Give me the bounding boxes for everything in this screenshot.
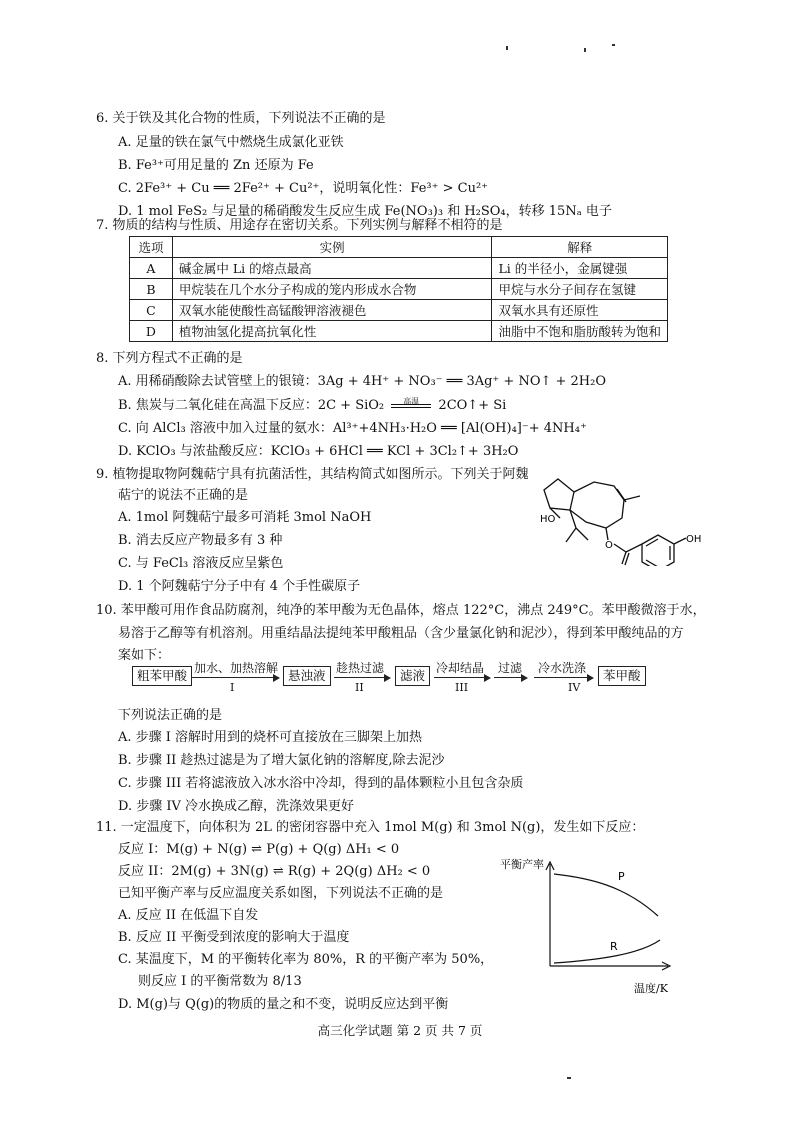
aryl-bond xyxy=(626,544,642,552)
phenol-oh-bond xyxy=(674,538,686,544)
table-header-row xyxy=(130,237,668,258)
ester-oxygen-label: O xyxy=(605,540,613,551)
flow-arrow xyxy=(434,677,489,678)
q11-reaction-2: 反应 II：2M(g) + 3N(g) ⇌ R(g) + 2Q(g) ΔH₂ < 0 xyxy=(118,864,431,879)
table-cell: 甲烷装在几个水分子构成的笼内形成水合物 xyxy=(172,279,492,300)
q8-option-b xyxy=(118,397,506,414)
q11-option-b: B. 反应 II 平衡受到浓度的影响大于温度 xyxy=(118,930,350,945)
table-header-cell: 选项 xyxy=(130,237,173,258)
q9-option-c: C. 与 FeCl₃ 溶液反应呈紫色 xyxy=(118,556,284,571)
page-footer: 高三化学试题 第 2 页 共 7 页 xyxy=(317,1023,483,1038)
q10-option-d: D. 步骤 IV 冷水换成乙醇，洗涤效果更好 xyxy=(118,799,355,814)
q10-option-a: A. 步骤 I 溶解时用到的烧杯可直接放在三脚架上加热 xyxy=(118,730,423,745)
cycloheptene-ring xyxy=(570,482,624,528)
q11-reaction-1: 反应 I：M(g) + N(g) ⇌ P(g) + Q(g) ΔH₁ < 0 xyxy=(118,842,400,857)
high-temp-condition-arrow xyxy=(388,397,434,414)
flow-box-suspension: 悬浊液 xyxy=(283,666,331,686)
q7-stem: 7. 物质的结构与性质、用途存在密切关系。下列实例与解释不相符的是 xyxy=(96,218,503,233)
flow-step4-number: IV xyxy=(568,681,581,694)
y-axis-label: 平衡产率 xyxy=(500,858,544,871)
q9-option-d: D. 1 个阿魏萜宁分子中有 4 个手性碳原子 xyxy=(118,579,361,594)
ester-bond xyxy=(614,544,626,552)
methyl-bond xyxy=(624,496,640,500)
q10-stem-line3: 案如下： xyxy=(118,648,171,663)
q8-option-b-right: 2CO↑+ Si xyxy=(438,398,507,413)
table-cell: 碱金属中 Li 的熔点最高 xyxy=(172,258,492,279)
flow-box-crude: 粗苯甲酸 xyxy=(132,666,192,686)
q7-table xyxy=(129,236,668,342)
table-cell: C xyxy=(130,300,173,321)
table-cell: B xyxy=(130,279,173,300)
molecular-structure-diagram xyxy=(536,462,716,566)
curve-r xyxy=(554,940,660,963)
flow-step1-label: 加水、加热溶解 xyxy=(194,661,279,675)
flow-step4a-label: 过滤 xyxy=(498,661,523,675)
flow-box-filtrate: 滤液 xyxy=(395,666,430,686)
q9-option-a: A. 1mol 阿魏萜宁最多可消耗 3mol NaOH xyxy=(118,510,372,525)
q6-option-d: D. 1 mol FeS₂ 与足量的稀硝酸发生反应生成 Fe(NO₃)₃ 和 H₂SO₄，转移 15Nₐ 电子 xyxy=(118,204,612,219)
table-cell: 植物油氢化提高抗氧化性 xyxy=(172,321,492,342)
q11-option-a: A. 反应 II 在低温下自发 xyxy=(118,908,259,923)
flow-box-product: 苯甲酸 xyxy=(598,666,646,686)
table-cell: 甲烷与水分子间存在氢键 xyxy=(492,279,668,300)
x-axis-label: 温度/K xyxy=(634,982,668,995)
flow-arrow xyxy=(494,677,526,678)
q10-option-b: B. 步骤 II 趁热过滤是为了增大氯化钠的溶解度,除去泥沙 xyxy=(118,753,445,768)
cyclopentane-ring xyxy=(544,479,574,510)
flow-arrow xyxy=(534,677,592,678)
q10-option-c: C. 步骤 III 若将滤液放入冰水浴中冷却，得到的晶体颗粒小且包含杂质 xyxy=(118,776,524,791)
table-cell: 双氧水能使酸性高锰酸钾溶液褪色 xyxy=(172,300,492,321)
table-cell: A xyxy=(130,258,173,279)
table-row xyxy=(130,321,668,342)
curve-p-label: P xyxy=(618,870,625,883)
q9-stem-line2: 萜宁的说法不正确的是 xyxy=(118,488,249,503)
scan-speck xyxy=(612,44,615,46)
isopropyl-branch xyxy=(576,528,588,540)
phenol-hydroxyl-label: OH xyxy=(686,534,702,545)
isopropyl-branch xyxy=(566,528,576,542)
table-row xyxy=(130,258,668,279)
q11-option-c-line1: C. 某温度下，M 的平衡转化率为 80%，R 的平衡产率为 50%， xyxy=(118,952,494,967)
table-cell: Li 的半径小，金属键强 xyxy=(492,258,668,279)
q8-option-d: D. KClO₃ 与浓盐酸反应：KClO₃ + 6HCl ══ KCl + 3Cl₂↑+ 3H₂O xyxy=(118,444,519,459)
q10-sub-stem: 下列说法正确的是 xyxy=(118,708,223,723)
hydroxyl-label: HO xyxy=(540,514,556,525)
table-cell: 油脂中不饱和脂肪酸转为饱和 xyxy=(492,321,668,342)
flow-step3-label: 冷却结晶 xyxy=(436,661,485,675)
q6-option-c: C. 2Fe³⁺ + Cu ══ 2Fe²⁺ + Cu²⁺，说明氧化性：Fe³⁺ > Cu²⁺ xyxy=(118,181,489,196)
flow-step3-number: III xyxy=(455,681,469,694)
yield-temperature-graph xyxy=(500,846,710,996)
flow-step2-number: II xyxy=(355,681,364,694)
high-temp-label: 高温 xyxy=(403,397,420,406)
scan-speck xyxy=(567,1077,571,1079)
table-row xyxy=(130,279,668,300)
table-row xyxy=(130,300,668,321)
flow-arrow xyxy=(334,677,389,678)
table-cell: D xyxy=(130,321,173,342)
table-header-cell: 实例 xyxy=(172,237,492,258)
q8-option-b-left: B. 焦炭与二氧化硅在高温下反应：2C + SiO₂ xyxy=(118,398,385,413)
q11-option-d: D. M(g)与 Q(g)的物质的量之和不变，说明反应达到平衡 xyxy=(118,997,449,1012)
curve-p xyxy=(554,874,658,916)
table-header-cell: 解释 xyxy=(492,237,668,258)
q6-stem: 6. 关于铁及其化合物的性质，下列说法不正确的是 xyxy=(96,111,386,126)
q10-stem-line1: 10. 苯甲酸可用作食品防腐剂，纯净的苯甲酸为无色晶体，熔点 122°C，沸点 249°C。苯甲酸微溶于水， xyxy=(96,603,706,618)
q11-stem: 11. 一定温度下，向体积为 2L 的密闭容器中充入 1mol M(g) 和 3mol N(g)，发生如下反应： xyxy=(96,820,645,835)
flow-step4b-label: 冷水洗涤 xyxy=(538,661,587,675)
q10-stem-line2: 易溶于乙醇等有机溶剂。用重结晶法提纯苯甲酸粗品（含少量氯化钠和泥沙），得到苯甲酸纯品的方 xyxy=(118,626,684,641)
q8-stem: 8. 下列方程式不正确的是 xyxy=(96,351,243,366)
q8-option-a: A. 用稀硝酸除去试管壁上的银镜：3Ag + 4H⁺ + NO₃⁻ ══ 3Ag⁺ + NO↑ + 2H₂O xyxy=(118,374,607,389)
q6-option-a: A. 足量的铁在氯气中燃烧生成氯化亚铁 xyxy=(118,135,344,150)
flow-step2-label: 趁热过滤 xyxy=(336,661,385,675)
q6-option-b: B. Fe³⁺可用足量的 Zn 还原为 Fe xyxy=(118,158,314,173)
flow-step1-number: I xyxy=(230,681,235,694)
q9-option-b: B. 消去反应产物最多有 3 种 xyxy=(118,533,283,548)
scan-speck xyxy=(506,46,508,50)
scan-speck xyxy=(584,48,586,52)
ester-o-bond xyxy=(606,528,608,540)
q11-known: 已知平衡产率与反应温度关系如图，下列说法不正确的是 xyxy=(118,886,444,901)
q8-option-c: C. 向 AlCl₃ 溶液中加入过量的氨水：Al³⁺+4NH₃·H₂O ══ [Al(OH)₄]⁻+ 4NH₄⁺ xyxy=(118,421,587,436)
q11-option-c-line2: 则反应 I 的平衡常数为 8/13 xyxy=(138,974,302,989)
curve-r-label: R xyxy=(610,940,618,953)
flow-arrow xyxy=(192,677,278,678)
table-cell: 双氧水具有还原性 xyxy=(492,300,668,321)
q9-stem-line1: 9. 植物提取物阿魏萜宁具有抗菌活性，其结构简式如图所示。下列关于阿魏 xyxy=(96,467,529,482)
